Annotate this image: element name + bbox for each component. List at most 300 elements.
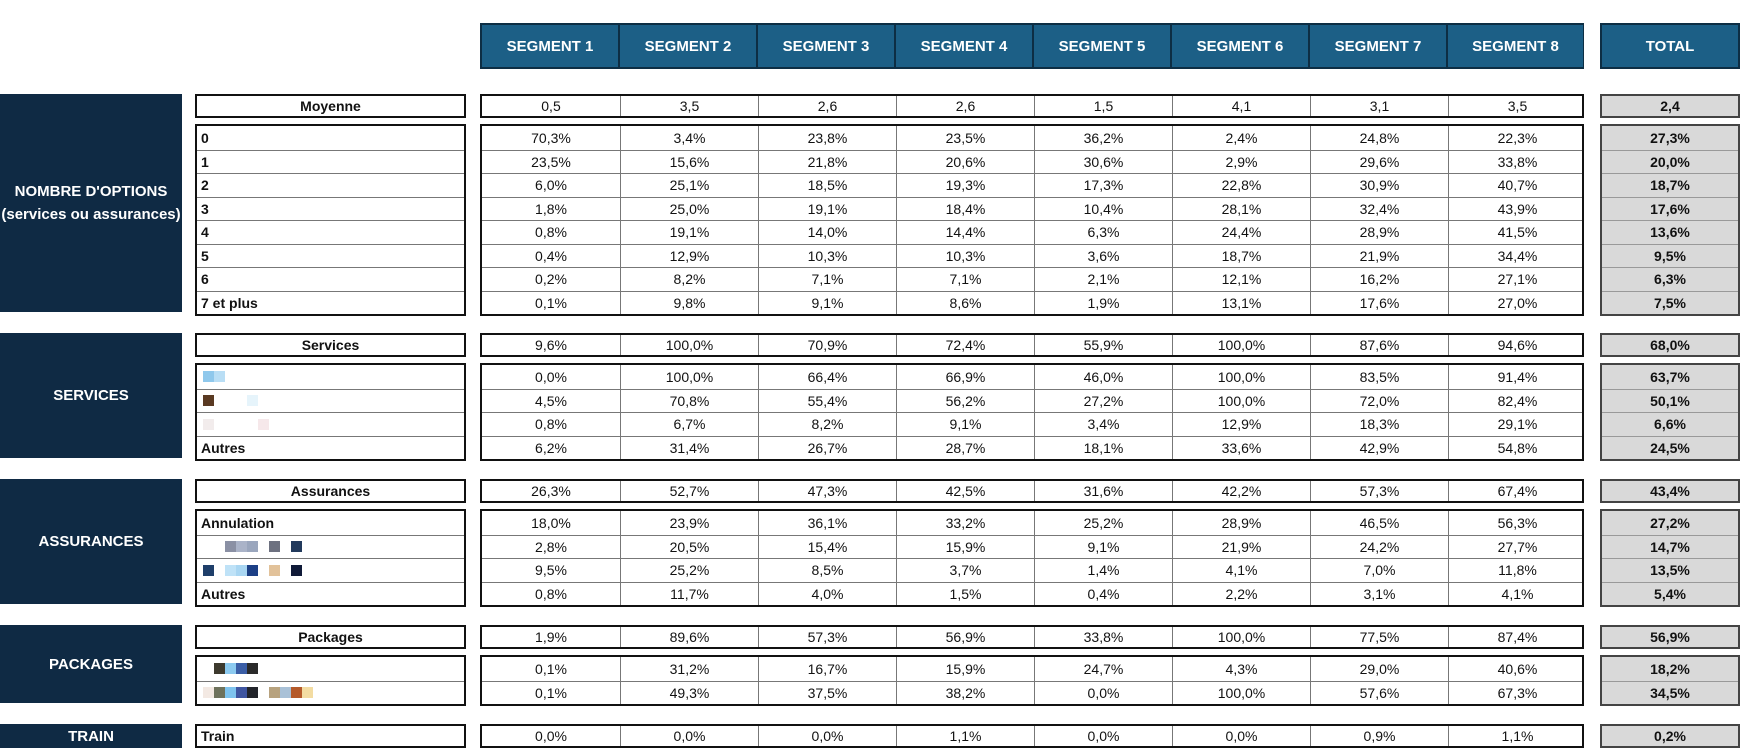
segment-value: 70,3%	[531, 129, 571, 146]
segment-value: 31,2%	[620, 657, 758, 681]
row-label	[197, 197, 464, 221]
segment-value: 91,4%	[1448, 365, 1586, 389]
segment-value: 2,9%	[1172, 151, 1310, 174]
value-row	[482, 150, 1582, 174]
segment-value: 46,0%	[1034, 365, 1172, 389]
segment-value: 57,6%	[1310, 682, 1448, 705]
segment-value: 4,5%	[535, 392, 567, 409]
segment-value: 7,0%	[1310, 559, 1448, 582]
segment-value: 66,9%	[896, 365, 1034, 389]
segment-value: 3,7%	[896, 559, 1034, 582]
segment-value: 77,5%	[1310, 627, 1448, 647]
row-label	[197, 126, 464, 150]
segment-value: 27,7%	[1448, 536, 1586, 559]
column-header: SEGMENT 6	[1170, 23, 1309, 69]
row-total-box	[1600, 509, 1740, 607]
segment-value: 25,1%	[620, 174, 758, 197]
segment-value: 29,0%	[1310, 657, 1448, 681]
segment-value: 14,4%	[896, 221, 1034, 244]
total-row	[1602, 267, 1738, 291]
segment-value: 83,5%	[1310, 365, 1448, 389]
segment-value: 18,1%	[1034, 437, 1172, 460]
segment-value: 42,5%	[896, 481, 1034, 501]
segment-value: 1,9%	[535, 629, 567, 645]
row-values-box	[480, 724, 1584, 748]
segment-value: 31,6%	[1034, 481, 1172, 501]
value-row	[482, 267, 1582, 291]
row-label-box	[195, 363, 466, 461]
segment-value: 56,9%	[896, 627, 1034, 647]
segment-value: 0,0%	[535, 728, 567, 744]
total-value: 5,4%	[1654, 585, 1686, 602]
segment-value: 21,9%	[1172, 536, 1310, 559]
segment-value: 25,2%	[1034, 511, 1172, 535]
column-header: SEGMENT 1	[480, 23, 619, 69]
segment-value: 8,2%	[620, 268, 758, 291]
row-label	[197, 582, 464, 606]
summary-total-row	[1602, 96, 1738, 116]
total-value: 9,5%	[1654, 247, 1686, 264]
value-row	[482, 726, 1582, 746]
row-label	[197, 657, 464, 681]
total-value: 6,3%	[1654, 271, 1686, 288]
segment-value: 9,8%	[620, 292, 758, 315]
segment-value: 87,6%	[1310, 335, 1448, 355]
row-label-text: Train	[201, 728, 235, 744]
segment-value: 24,2%	[1310, 536, 1448, 559]
segment-value: 4,1%	[1172, 559, 1310, 582]
segment-value: 33,8%	[1034, 627, 1172, 647]
total-value: 43,4%	[1650, 483, 1690, 499]
column-header: SEGMENT 2	[618, 23, 757, 69]
total-row	[1602, 291, 1738, 315]
summary-total-box	[1600, 333, 1740, 357]
segment-value: 100,0%	[1172, 627, 1310, 647]
segment-value: 57,3%	[758, 627, 896, 647]
total-value: 18,7%	[1650, 177, 1690, 194]
segment-value: 55,4%	[758, 390, 896, 413]
total-value: 2,4	[1660, 98, 1680, 114]
column-header: SEGMENT 7	[1308, 23, 1447, 69]
section-label	[0, 724, 182, 748]
segment-value: 0,8%	[535, 224, 567, 241]
summary-value-row	[482, 96, 1582, 116]
column-header: SEGMENT 4	[894, 23, 1033, 69]
segment-value: 20,6%	[896, 151, 1034, 174]
row-label-text	[197, 413, 464, 436]
summary-label: Moyenne	[300, 98, 361, 114]
segment-value: 36,2%	[1034, 126, 1172, 150]
redacted-label	[203, 541, 302, 552]
section-label-line: NOMBRE D'OPTIONS	[14, 183, 168, 200]
segment-value: 3,5	[1448, 96, 1586, 116]
segment-value: 100,0%	[1172, 682, 1310, 705]
summary-total-row	[1602, 481, 1738, 501]
summary-label-row	[197, 627, 464, 647]
row-label-text: 0	[201, 129, 209, 146]
row-label	[197, 412, 464, 436]
segment-value: 2,2%	[1172, 583, 1310, 606]
value-row	[482, 535, 1582, 559]
segment-value: 27,0%	[1448, 292, 1586, 315]
segment-value: 4,1	[1172, 96, 1310, 116]
segment-value: 17,6%	[1310, 292, 1448, 315]
summary-total-box	[1600, 625, 1740, 649]
segment-value: 9,1%	[758, 292, 896, 315]
section-label-line: PACKAGES	[49, 655, 133, 673]
section-label	[0, 333, 182, 458]
segment-value: 26,3%	[531, 483, 571, 499]
segment-value: 42,9%	[1310, 437, 1448, 460]
summary-label-box	[195, 479, 466, 503]
segment-value: 0,8%	[535, 416, 567, 433]
segment-value: 3,4%	[620, 126, 758, 150]
total-value: 27,2%	[1650, 514, 1690, 531]
segment-value: 11,7%	[620, 583, 758, 606]
segment-value: 0,5	[541, 98, 561, 114]
column-header: SEGMENT 8	[1446, 23, 1584, 69]
segment-value: 40,6%	[1448, 657, 1586, 681]
segment-value: 7,1%	[896, 268, 1034, 291]
summary-label-box	[195, 333, 466, 357]
summary-total-box	[1600, 479, 1740, 503]
segment-value: 28,1%	[1172, 198, 1310, 221]
row-label-text	[197, 682, 464, 705]
row-total-box	[1600, 363, 1740, 461]
segment-value: 0,1%	[535, 684, 567, 701]
total-value: 18,2%	[1650, 660, 1690, 677]
segment-value: 14,0%	[758, 221, 896, 244]
segment-value: 16,2%	[1310, 268, 1448, 291]
row-label-box	[195, 724, 466, 748]
segment-value: 33,6%	[1172, 437, 1310, 460]
redacted-label	[203, 371, 225, 382]
total-value: 50,1%	[1650, 392, 1690, 409]
summary-label-box	[195, 94, 466, 118]
summary-values-box	[480, 333, 1584, 357]
row-label	[197, 267, 464, 291]
total-row	[1602, 558, 1738, 582]
row-label-text: 7 et plus	[201, 294, 258, 311]
segment-value: 8,2%	[758, 413, 896, 436]
segment-value: 30,6%	[1034, 151, 1172, 174]
segment-value: 2,6	[758, 96, 896, 116]
segment-value: 54,8%	[1448, 437, 1586, 460]
total-value: 56,9%	[1650, 629, 1690, 645]
summary-label-row	[197, 335, 464, 355]
segment-value: 21,8%	[758, 151, 896, 174]
segment-value: 1,5%	[896, 583, 1034, 606]
total-row	[1602, 681, 1738, 705]
section-label-line: SERVICES	[53, 387, 129, 404]
row-total-box	[1600, 724, 1740, 748]
row-label-text	[197, 390, 464, 413]
value-row	[482, 681, 1582, 705]
segment-value: 13,1%	[1172, 292, 1310, 315]
total-row	[1602, 244, 1738, 268]
segment-value: 100,0%	[620, 335, 758, 355]
row-label-box	[195, 655, 466, 706]
segment-value: 43,9%	[1448, 198, 1586, 221]
value-row	[482, 365, 1582, 389]
value-row	[482, 657, 1582, 681]
segment-value: 8,6%	[896, 292, 1034, 315]
segment-value: 18,4%	[896, 198, 1034, 221]
segment-value: 0,0%	[535, 368, 567, 385]
segment-value: 4,3%	[1172, 657, 1310, 681]
total-row	[1602, 126, 1738, 150]
row-total-box	[1600, 124, 1740, 316]
segment-value: 1,1%	[896, 726, 1034, 746]
section-label	[0, 479, 182, 604]
row-label	[197, 291, 464, 315]
segment-value: 22,3%	[1448, 126, 1586, 150]
value-row	[482, 558, 1582, 582]
total-value: 13,5%	[1650, 562, 1690, 579]
total-row	[1602, 173, 1738, 197]
segment-value: 46,5%	[1310, 511, 1448, 535]
segment-value: 20,5%	[620, 536, 758, 559]
segment-value: 6,2%	[535, 439, 567, 456]
segment-value: 27,2%	[1034, 390, 1172, 413]
segment-value: 10,3%	[758, 245, 896, 268]
segment-value: 37,5%	[758, 682, 896, 705]
segment-value: 4,0%	[758, 583, 896, 606]
segment-value: 18,3%	[1310, 413, 1448, 436]
segment-value: 87,4%	[1448, 627, 1586, 647]
segment-value: 1,1%	[1448, 726, 1586, 746]
segment-value: 33,8%	[1448, 151, 1586, 174]
segment-value: 56,3%	[1448, 511, 1586, 535]
summary-label-row	[197, 96, 464, 116]
segment-value: 0,1%	[535, 660, 567, 677]
segment-value: 9,1%	[896, 413, 1034, 436]
summary-label-box	[195, 625, 466, 649]
value-row	[482, 389, 1582, 413]
segment-value: 10,4%	[1034, 198, 1172, 221]
total-row	[1602, 365, 1738, 389]
segment-value: 9,5%	[535, 562, 567, 579]
segment-value: 21,9%	[1310, 245, 1448, 268]
value-row	[482, 220, 1582, 244]
summary-value-row	[482, 627, 1582, 647]
total-row	[1602, 582, 1738, 606]
segment-value: 2,6	[896, 96, 1034, 116]
segment-value: 32,4%	[1310, 198, 1448, 221]
segment-value: 31,4%	[620, 437, 758, 460]
segment-value: 49,3%	[620, 682, 758, 705]
segment-value: 0,9%	[1310, 726, 1448, 746]
total-value: 63,7%	[1650, 368, 1690, 385]
segment-value: 29,6%	[1310, 151, 1448, 174]
row-values-box	[480, 655, 1584, 706]
section-label-line: TRAIN	[68, 727, 114, 745]
segment-value: 2,4%	[1172, 126, 1310, 150]
segment-value: 2,1%	[1034, 268, 1172, 291]
segment-value: 70,8%	[620, 390, 758, 413]
segment-value: 12,9%	[620, 245, 758, 268]
section-label-line: ASSURANCES	[38, 533, 144, 550]
value-row	[482, 197, 1582, 221]
segment-value: 15,4%	[758, 536, 896, 559]
segment-value: 12,9%	[1172, 413, 1310, 436]
segment-value: 10,3%	[896, 245, 1034, 268]
row-label-text	[197, 365, 464, 389]
redacted-label	[203, 419, 269, 430]
total-row	[1602, 436, 1738, 460]
segment-value: 3,5	[620, 96, 758, 116]
row-label-text: 6	[201, 271, 209, 288]
summary-label: Services	[301, 337, 360, 353]
segment-value: 25,2%	[620, 559, 758, 582]
summary-values-box	[480, 479, 1584, 503]
segment-value: 100,0%	[620, 365, 758, 389]
segment-value: 0,4%	[1034, 583, 1172, 606]
row-label-text: Autres	[201, 585, 246, 602]
row-label-text: Autres	[201, 439, 246, 456]
row-label	[197, 681, 464, 705]
total-value: 20,0%	[1650, 153, 1690, 170]
segment-value: 0,0%	[1034, 682, 1172, 705]
segment-value: 57,3%	[1310, 481, 1448, 501]
segment-value: 22,8%	[1172, 174, 1310, 197]
segment-value: 47,3%	[758, 481, 896, 501]
segment-value: 24,8%	[1310, 126, 1448, 150]
segment-value: 33,2%	[896, 511, 1034, 535]
summary-label: Assurances	[290, 483, 371, 499]
segment-value: 18,7%	[1172, 245, 1310, 268]
segment-value: 89,6%	[620, 627, 758, 647]
row-label	[197, 244, 464, 268]
segment-value: 67,4%	[1448, 481, 1586, 501]
total-row	[1602, 197, 1738, 221]
value-row	[482, 244, 1582, 268]
row-label-text: 2	[201, 177, 209, 194]
segment-value: 19,1%	[758, 198, 896, 221]
segment-value: 0,8%	[535, 585, 567, 602]
value-row	[482, 291, 1582, 315]
segment-value: 41,5%	[1448, 221, 1586, 244]
segment-value: 3,1%	[1310, 583, 1448, 606]
total-row	[1602, 389, 1738, 413]
row-values-box	[480, 509, 1584, 607]
total-row	[1602, 511, 1738, 535]
segment-value: 52,7%	[620, 481, 758, 501]
total-value: 6,6%	[1654, 416, 1686, 433]
row-label-text	[197, 559, 464, 582]
total-value: 17,6%	[1650, 200, 1690, 217]
segment-value: 1,8%	[535, 200, 567, 217]
row-label-text: Annulation	[201, 514, 275, 531]
segment-value: 6,3%	[1034, 221, 1172, 244]
segment-value: 82,4%	[1448, 390, 1586, 413]
total-value: 27,3%	[1650, 129, 1690, 146]
total-value: 7,5%	[1654, 294, 1686, 311]
segment-value: 15,9%	[896, 536, 1034, 559]
segment-value: 23,8%	[758, 126, 896, 150]
segment-value: 24,4%	[1172, 221, 1310, 244]
segment-value: 70,9%	[758, 335, 896, 355]
summary-values-box	[480, 94, 1584, 118]
segment-value: 26,7%	[758, 437, 896, 460]
segment-value: 28,9%	[1310, 221, 1448, 244]
section-label	[0, 94, 182, 312]
segment-value: 28,7%	[896, 437, 1034, 460]
redacted-label	[203, 663, 258, 674]
row-label	[197, 173, 464, 197]
segment-value: 30,9%	[1310, 174, 1448, 197]
segment-value: 40,7%	[1448, 174, 1586, 197]
segment-value: 2,8%	[535, 538, 567, 555]
summary-total-row	[1602, 335, 1738, 355]
summary-label-row	[197, 481, 464, 501]
row-label-text	[197, 657, 464, 681]
segment-value: 1,9%	[1034, 292, 1172, 315]
row-label	[197, 436, 464, 460]
row-label	[197, 220, 464, 244]
row-label-text: 3	[201, 200, 209, 217]
row-label-text: 5	[201, 247, 209, 264]
segment-value: 18,0%	[531, 514, 571, 531]
segment-value: 18,5%	[758, 174, 896, 197]
row-label-text	[197, 536, 464, 559]
total-row	[1602, 726, 1738, 746]
row-label	[197, 150, 464, 174]
total-row	[1602, 657, 1738, 681]
segment-value: 100,0%	[1172, 390, 1310, 413]
segment-value: 36,1%	[758, 511, 896, 535]
value-row	[482, 582, 1582, 606]
segment-value: 16,7%	[758, 657, 896, 681]
segment-value: 23,5%	[896, 126, 1034, 150]
segment-value: 25,0%	[620, 198, 758, 221]
total-row	[1602, 412, 1738, 436]
segment-value: 4,1%	[1448, 583, 1586, 606]
segment-value: 0,0%	[1172, 726, 1310, 746]
column-header: SEGMENT 5	[1032, 23, 1171, 69]
total-value: 0,2%	[1654, 728, 1686, 744]
segment-value: 11,8%	[1448, 559, 1586, 582]
summary-label: Packages	[298, 629, 363, 645]
total-header: TOTAL	[1600, 23, 1740, 69]
row-label-text: 4	[201, 224, 209, 241]
segment-value: 3,4%	[1034, 413, 1172, 436]
segment-value: 19,3%	[896, 174, 1034, 197]
segment-value: 66,4%	[758, 365, 896, 389]
redacted-label	[203, 395, 258, 406]
segment-value: 27,1%	[1448, 268, 1586, 291]
value-row	[482, 126, 1582, 150]
segment-value: 0,0%	[620, 726, 758, 746]
segment-value: 38,2%	[896, 682, 1034, 705]
section-label	[0, 625, 182, 703]
column-header: SEGMENT 3	[756, 23, 895, 69]
segment-value: 0,4%	[535, 247, 567, 264]
segment-value: 9,1%	[1034, 536, 1172, 559]
segment-value: 12,1%	[1172, 268, 1310, 291]
segment-value: 3,6%	[1034, 245, 1172, 268]
segment-value: 19,1%	[620, 221, 758, 244]
segment-value: 1,4%	[1034, 559, 1172, 582]
segment-value: 29,1%	[1448, 413, 1586, 436]
row-label-box	[195, 124, 466, 316]
segment-value: 72,0%	[1310, 390, 1448, 413]
total-value: 24,5%	[1650, 439, 1690, 456]
segment-value: 3,1	[1310, 96, 1448, 116]
redacted-label	[203, 565, 302, 576]
total-value: 34,5%	[1650, 684, 1690, 701]
segment-value: 0,2%	[535, 271, 567, 288]
